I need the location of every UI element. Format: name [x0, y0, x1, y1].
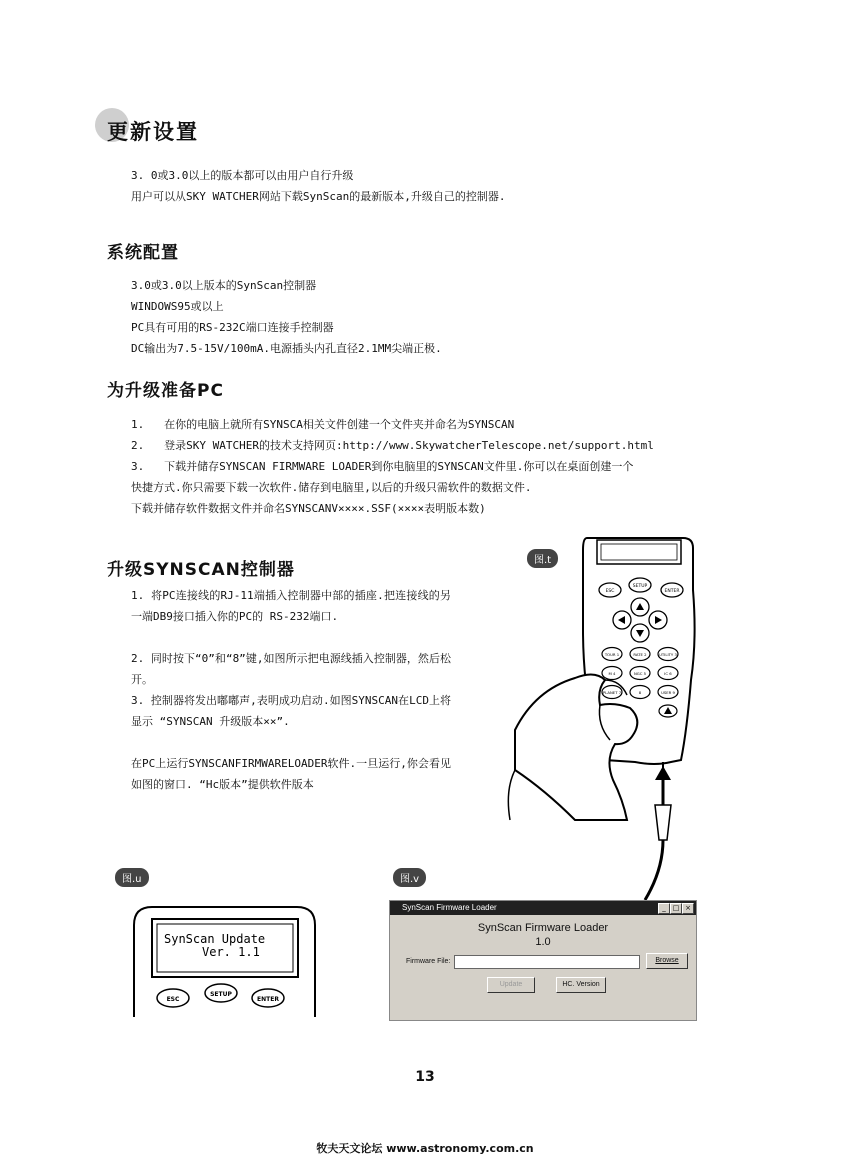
hand-controller-illustration — [505, 530, 715, 910]
firmware-file-input[interactable] — [454, 955, 640, 969]
figure-v-badge: 图.v — [393, 868, 426, 887]
close-button[interactable]: × — [682, 903, 694, 914]
dialog-heading: SynScan Firmware Loader — [477, 922, 609, 934]
intro-line-2: 用户可以从SKY WATCHER网站下载SynScan的最新版本,升级自己的控制器. — [131, 190, 506, 203]
browse-button[interactable]: Browse — [646, 953, 688, 969]
prepare-line: 1. 在你的电脑上就所有SYNSCA相关文件创建一个文件夹并命名为SYNSCAN — [131, 418, 515, 431]
controller-key-label: USER 9 — [661, 690, 675, 695]
controller-lcd-closeup — [132, 905, 317, 1017]
intro-line-1: 3. 0或3.0以上的版本都可以由用户自行升级 — [131, 169, 354, 182]
controller-key-label: SETUP — [632, 584, 648, 589]
prepare-line: 下载并储存软件数据文件并命名SYNSCANV××××.SSF(××××表明版本数) — [131, 502, 486, 515]
footer-watermark: 牧夫天文论坛 www.astronomy.com.cn — [316, 1142, 534, 1155]
minimize-button[interactable]: _ — [658, 903, 670, 914]
section-title-prepare-pc: 为升级准备PC — [107, 381, 224, 401]
controller-key — [661, 583, 683, 597]
prepare-line: 2. 登录SKY WATCHER的技术支持网页:http://www.SkywatcherTelescope.net/support.html — [131, 439, 654, 452]
setup-key-label: SETUP — [210, 991, 232, 998]
page-title: 更新设置 — [107, 120, 199, 144]
esc-key-label: ESC — [166, 996, 180, 1003]
page-number: 13 — [415, 1069, 435, 1085]
controller-key-label: UTILITY 3 — [659, 652, 677, 657]
prepare-line: 3. 下载并储存SYNSCAN FIRMWARE LOADER到你电脑里的SYNSCAN文件里.你可以在桌面创建一个 — [131, 460, 634, 473]
upgrade-paragraph: 在PC上运行SYNSCANFIRMWARELOADER软件.一旦运行,你会看见如图的窗口. “Hc版本”提供软件版本 — [131, 757, 451, 791]
lcd-line-2: Ver. 1.1 — [202, 945, 260, 959]
firmware-loader-window — [389, 900, 697, 1021]
window-title-bar: SynScan Firmware Loader — [390, 901, 696, 915]
controller-key-label: IC 6 — [664, 671, 672, 676]
section-title-upgrade: 升级SYNSCAN控制器 — [107, 560, 295, 580]
upgrade-paragraph: 1. 将PC连接线的RJ-11端插入控制器中部的插座.把连接线的另一端DB9接口插入你的PC的 RS-232端口. — [131, 589, 451, 623]
controller-key-label: M 4 — [608, 671, 616, 676]
figure-u-badge: 图.u — [115, 868, 149, 887]
upgrade-paragraph: 2. 同时按下“0”和“8”键,如图所示把电源线插入控制器，然后松开。 — [131, 652, 451, 686]
sys-config-item: PC具有可用的RS-232C端口连接手控制器 — [131, 321, 334, 334]
sys-config-item: 3.0或3.0以上版本的SynScan控制器 — [131, 279, 317, 292]
section-title-system-config: 系统配置 — [107, 243, 179, 263]
hc-version-button[interactable]: HC. Version — [556, 977, 606, 993]
prepare-line: 快捷方式.你只需要下载一次软件.储存到电脑里,以后的升级只需软件的数据文件. — [131, 481, 532, 494]
controller-key-label: ESC — [605, 589, 615, 594]
maximize-button[interactable]: □ — [670, 903, 682, 914]
controller-key-label: ENTER — [664, 589, 680, 594]
enter-key-label: ENTER — [257, 996, 279, 1003]
controller-key-label: PLANET 7 — [602, 690, 622, 695]
controller-key — [629, 578, 651, 592]
controller-key-label: RATE 2 — [633, 652, 647, 657]
figure-t-badge: 图.t — [527, 549, 558, 568]
controller-key-label: NGC 5 — [633, 671, 647, 676]
upgrade-paragraph: 3. 控制器将发出嘟嘟声,表明成功启动.如图SYNSCAN在LCD上将显示 “SYNSCAN 升级版本××”. — [131, 694, 451, 728]
lcd-line-1: SynScan Update — [164, 932, 266, 946]
dialog-version: 1.0 — [535, 936, 551, 948]
controller-key-label: TOUR 1 — [604, 652, 620, 657]
controller-key — [599, 583, 621, 597]
sys-config-item: WINDOWS95或以上 — [131, 300, 224, 313]
sys-config-item: DC输出为7.5-15V/100mA.电源插头内孔直径2.1MM尖端正极. — [131, 342, 442, 355]
update-button[interactable]: Update — [487, 977, 535, 993]
controller-key-label: 8 — [638, 690, 642, 695]
firmware-file-label: Firmware File: — [406, 958, 451, 965]
controller-lcd — [597, 540, 681, 564]
